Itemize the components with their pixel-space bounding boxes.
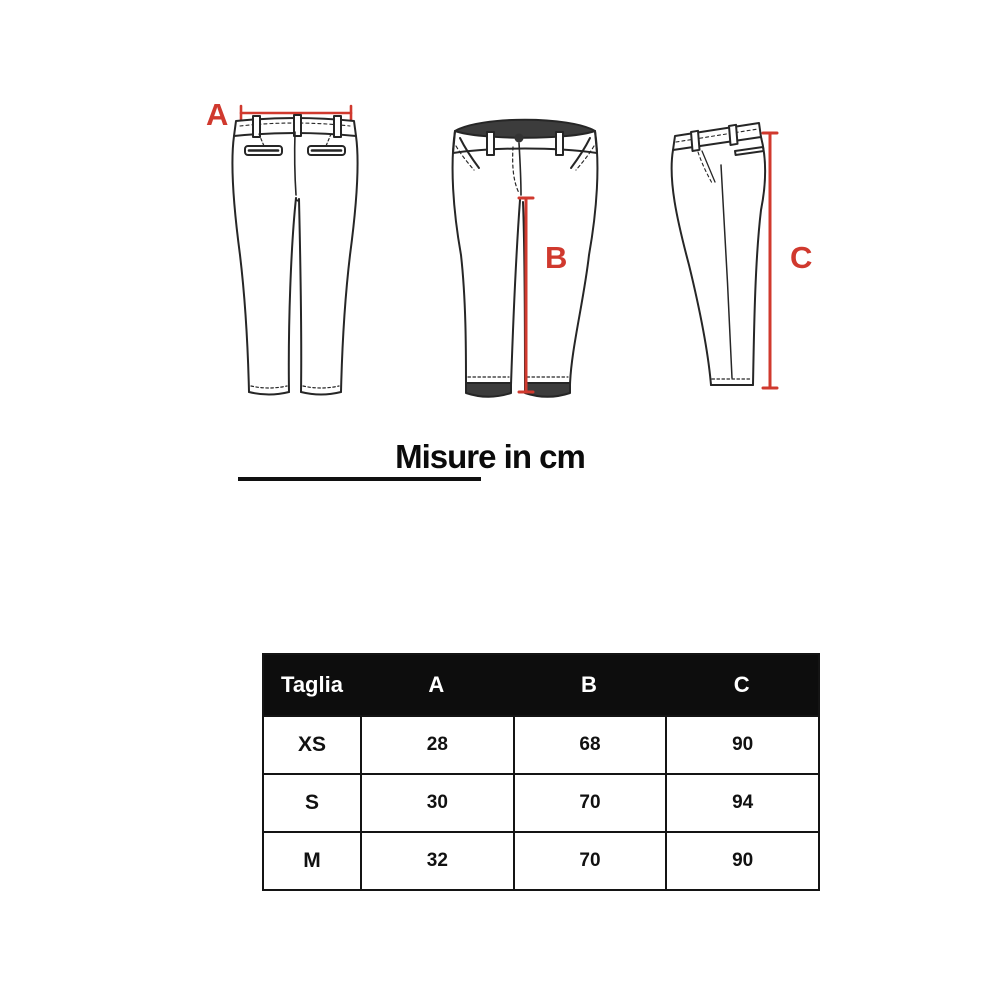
size-cell: XS	[297, 733, 326, 756]
size-cell: M	[303, 849, 321, 872]
title-underline	[238, 477, 481, 481]
table-row-m	[264, 831, 818, 889]
value-cell-c: 90	[665, 833, 818, 889]
value-cell-b: 70	[513, 775, 666, 831]
table-row-xs	[264, 715, 818, 773]
measurements-title: Misure in cm	[395, 438, 585, 475]
size-table-header-row	[264, 655, 818, 715]
side-back-pocket	[735, 147, 764, 155]
front-waistband-interior	[455, 120, 595, 138]
value-cell-a: 28	[360, 717, 513, 773]
header-cell-c: C	[733, 672, 750, 697]
value-cell-a: 32	[360, 833, 513, 889]
measure-label-b: B	[545, 240, 568, 275]
size-table	[262, 653, 820, 891]
header-cell-b: B	[581, 672, 597, 697]
pants-back-view-illustration	[195, 85, 385, 410]
side-waistband	[673, 123, 761, 150]
value-cell-a: 30	[360, 775, 513, 831]
value-cell-b: 68	[513, 717, 666, 773]
measure-line-b	[519, 198, 533, 392]
measure-label-c: C	[790, 240, 813, 275]
header-cell-taglia: Taglia	[281, 672, 343, 697]
header-cell-a: A	[428, 672, 445, 697]
table-row-s	[264, 773, 818, 831]
value-cell-c: 94	[665, 775, 818, 831]
front-left-hem	[466, 383, 511, 397]
size-cell: S	[304, 791, 319, 814]
measure-label-a: A	[206, 97, 229, 132]
front-right-hem	[525, 383, 570, 397]
pants-front-view-illustration	[440, 105, 610, 405]
value-cell-c: 90	[665, 717, 818, 773]
waist-button	[515, 134, 524, 143]
value-cell-b: 70	[513, 833, 666, 889]
